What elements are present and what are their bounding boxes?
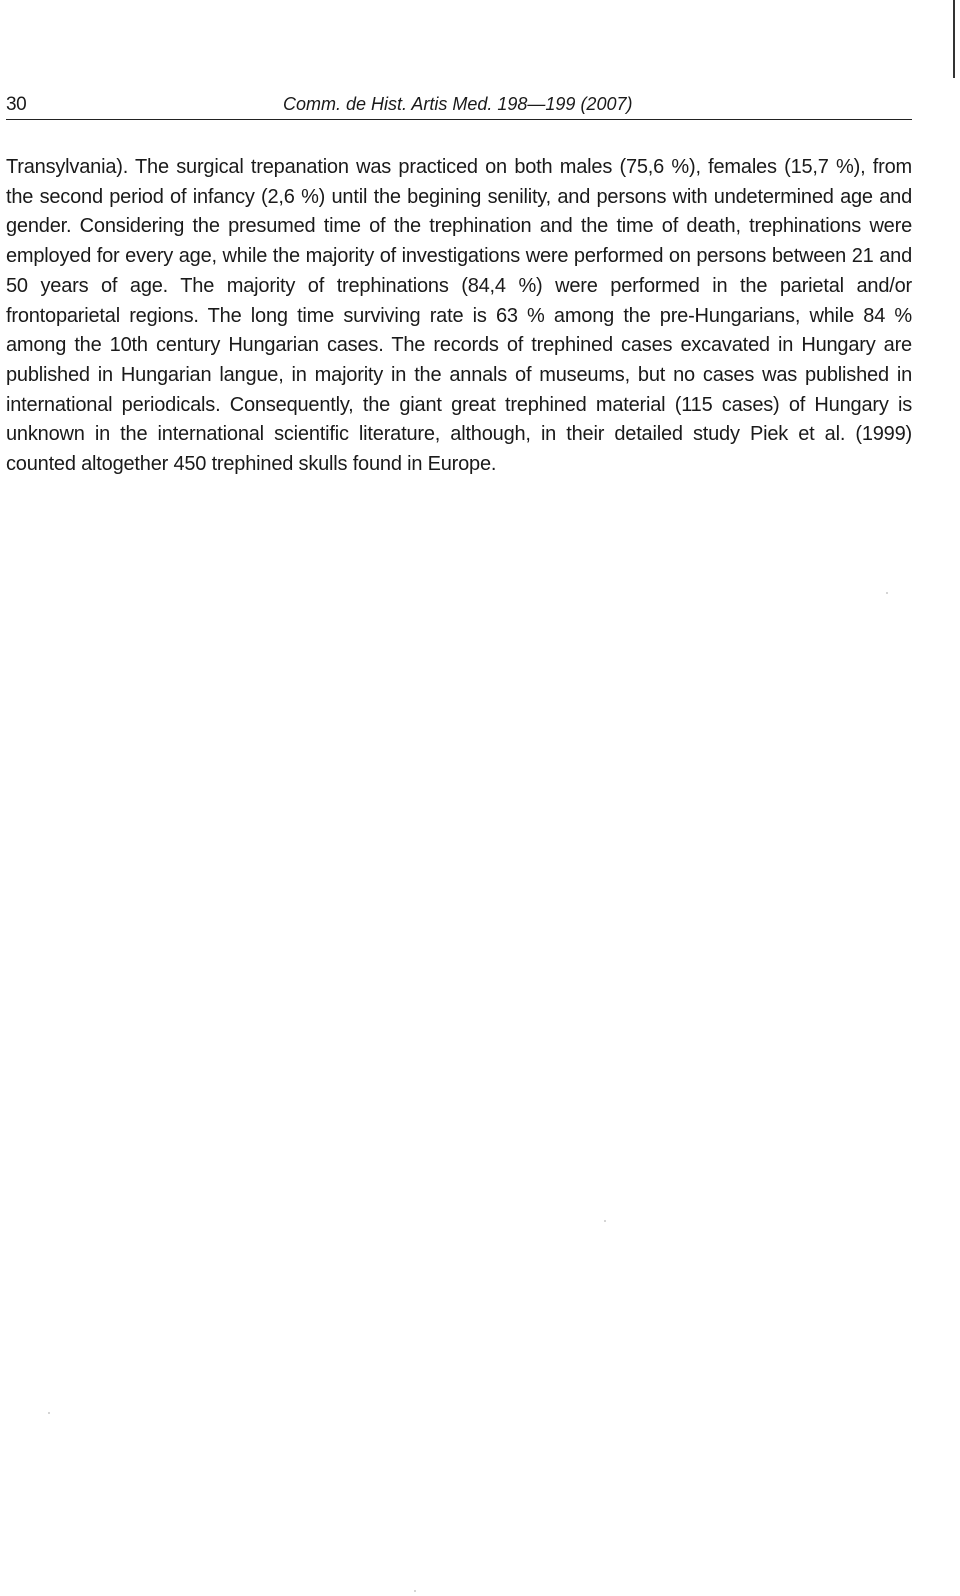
body-paragraph: Transylvania). The surgical trepanation was practiced on both males (75,6 %), females (15,7 %), from the second period of infancy (2,6 %) until the begining senility, and persons with undetermined age and gender. Considering the presumed time of the trephination and the time of death, trephinations were employed for every age, while the majority of investigations were performed on persons between 21 and 50 years of age. The majority of trephinations (84,4 %) were performed in the parietal and/or frontoparietal regions. The long time surviving rate is 63 % among the pre-Hungarians, while 84 % among the 10th century Hungarian cases. The records of trephined cases excavated in Hungary are published in Hungarian langue, in majority in the annals of museums, but no cases was published in international periodicals. Consequently, the giant great trephined material (115 cases) of Hungary is unknown in the international scientific literature, although, in their detailed study Piek et al. (1999) counted altogether 450 trephined skulls found in Europe.	[6, 156, 912, 476]
scan-speck	[604, 1220, 606, 1222]
scan-speck	[48, 1412, 50, 1414]
scan-speck	[886, 592, 888, 594]
page-header	[6, 92, 912, 120]
page-number: 30	[6, 94, 27, 115]
running-head: Comm. de Hist. Artis Med. 198—199 (2007)	[283, 94, 633, 114]
scan-speck	[414, 1590, 416, 1592]
scan-edge-line	[953, 0, 955, 78]
